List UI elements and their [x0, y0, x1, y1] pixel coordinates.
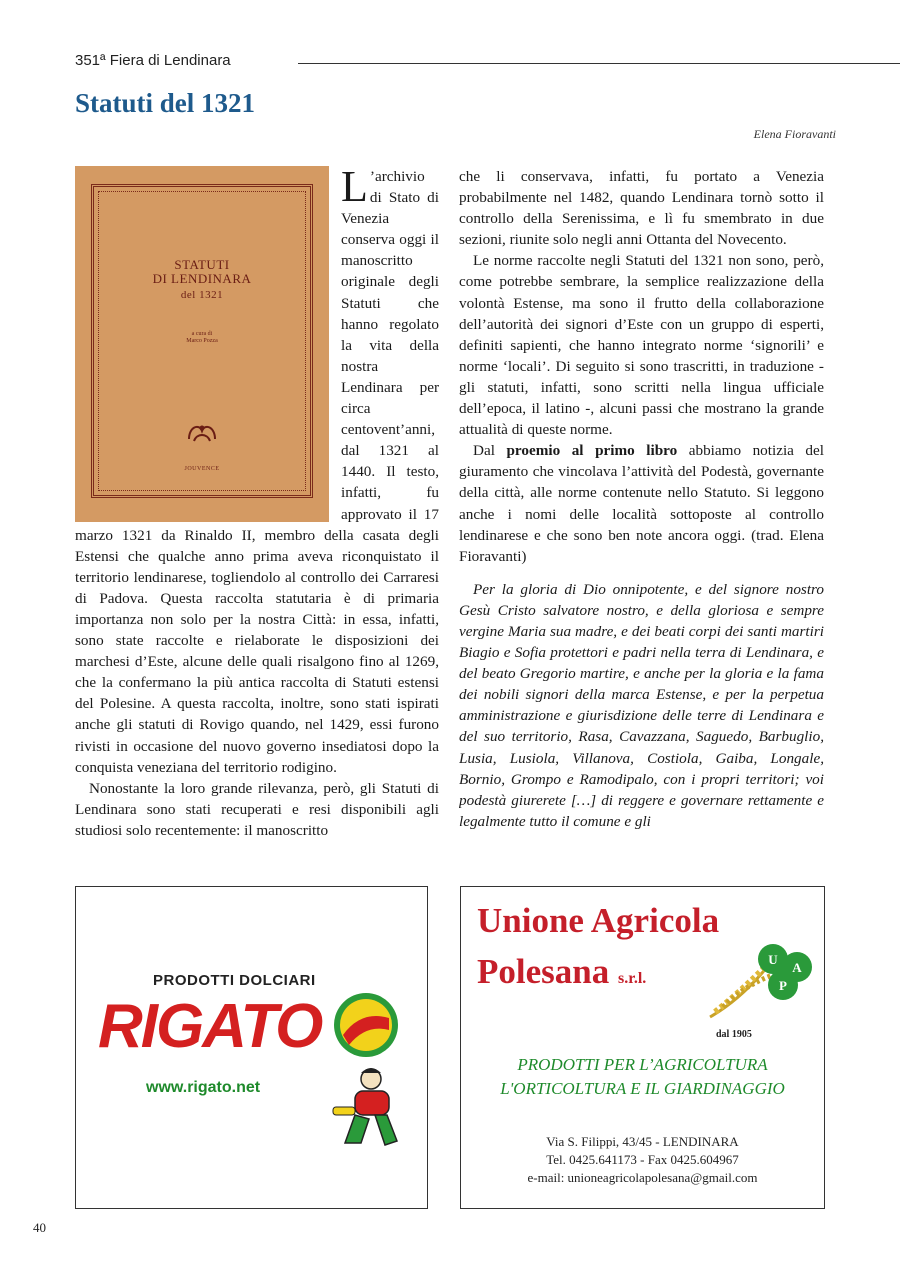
rigato-logo: RIGATO: [98, 992, 322, 1061]
body-paragraph: Nonostante la loro grande rilevanza, però, gli Statuti di Lendinara sono stati recuperati e resi disponibili agli studiosi solo recentemente: il manoscritto: [75, 779, 439, 839]
book-publisher: JOUVENCE: [184, 466, 220, 472]
unione-email[interactable]: e-mail: unioneagricolapolesana@gmail.com: [527, 1170, 758, 1185]
unione-name-line1: Unione Agricola: [477, 901, 720, 940]
header-rule: [298, 63, 900, 64]
drop-cap: L: [341, 166, 368, 211]
unione-products-line1: PRODOTTI PER L’AGRICOLTURA: [517, 1055, 768, 1074]
book-emblem-icon: [185, 419, 219, 445]
rigato-advertisement[interactable]: [75, 886, 428, 1209]
body-paragraph: che li conservava, infatti, fu portato a Venezia probabilmente nel 1482, quando Lendinara tornò sotto il controllo della Serenissima, e lì fu smembrato in due sezioni, riunite solo negli anni Ottanta del Novecento.: [459, 168, 824, 249]
clover-letter-p: P: [779, 978, 787, 993]
unione-name-line2: Polesana s.r.l.: [477, 952, 647, 991]
rigato-tagline: PRODOTTI DOLCIARI: [153, 972, 316, 989]
body-paragraph: Dal proemio al primo libro abbiamo notizia del giuramento che vincolava l’attività del Podestà, governante della città, alle norme contenute nello Statuto. Si leggono anche i nomi delle località sottoposte al controllo lendinarese e che sono ben note ancora oggi. (trad. Elena Fioravanti): [459, 442, 824, 565]
right-column: [459, 166, 824, 876]
book-cover-subtitle: a cura di Marco Pozza: [186, 331, 218, 344]
book-cover-title: STATUTI DI LENDINARA del 1321: [152, 257, 252, 301]
article-author: Elena Fioravanti: [753, 127, 836, 141]
rigato-mascot-icon: [331, 1065, 406, 1155]
clover-logo-icon: [705, 937, 815, 1027]
running-header: 351ª Fiera di Lendinara: [75, 52, 231, 69]
unione-suffix: s.r.l.: [617, 970, 647, 987]
book-cover-image: [75, 166, 329, 522]
clover-letter-a: A: [792, 960, 802, 975]
unione-since: dal 1905: [716, 1029, 752, 1040]
intro-paragraph: L ’archivio di Stato di Venezia conserva oggi il manoscritto originale degli Statuti che hanno regolato la vita della nostra Lendinara per circa centovent’anni, dal 1321 al 1440. Il testo, infatti, fu approvato il 17 marzo 1321 da Rinaldo II, membro della casata degli Estensi che qualche anno prima aveva riconquistato il territorio lendinarese, togliendolo al controllo dei Carraresi di Padova. Questa raccolta statutaria è di primaria importanza non solo per la nostra Città: in essa, infatti, sono state raccolte e rielaborate le disposizioni dei marchesi d’Este, alcune delle quali risalgono fino al 1269, che la confermano la più antica raccolta di Statuti estensi del Polesine. A questa raccolta, inoltre, sono stati ispirati anche gli statuti di Rovigo quando, nel 1429, essi furono rivisti in occasione del nuovo governo insediatosi dopo la conquista veneziana del territorio rodigino.: [75, 166, 439, 776]
statute-quote: Per la gloria di Dio onnipotente, e del signore nostro Gesù Cristo salvatore nostro, e della gloriosa e sempre vergine Maria sua madre, e dei beati corpi dei santi martiri Biagio e Sofia protettori e padri nella terra di Lendinara, e del beato Gregorio martire, e anche per la gloria e la fama dei nobili signori della marca Estense, e per la perpetua amministrazione e giurisdizione delle terre di Lendinara e del suo territorio, Rasa, Cavazzana, Saguedo, Barbuglio, Lusia, Lusiola, Villanova, Costiola, Gaiba, Longale, Bornio, Grompo e Ramodipalo, con i propri territori; voi podestà giurerete […] di reggere e governare rettamente e legalmente tutto il comune e gli: [459, 580, 824, 830]
page-number: 40: [33, 1220, 46, 1235]
left-column: [75, 166, 439, 878]
unione-address: Via S. Filippi, 43/45 - LENDINARA: [546, 1134, 739, 1149]
unione-products-line2: L'ORTICOLTURA E IL GIARDINAGGIO: [500, 1079, 785, 1098]
unione-agricola-advertisement[interactable]: [460, 886, 825, 1209]
article-title: Statuti del 1321: [75, 88, 256, 118]
unione-phone: Tel. 0425.641173 - Fax 0425.604967: [546, 1152, 739, 1167]
rigato-url[interactable]: www.rigato.net: [146, 1079, 261, 1096]
bold-phrase: proemio al primo libro: [506, 442, 678, 460]
rigato-ball-icon: [331, 990, 401, 1060]
clover-letter-u: U: [768, 952, 778, 967]
body-paragraph: Le norme raccolte negli Statuti del 1321 non sono, però, come potrebbe sembrare, la semplice realizzazione della volontà Estense, ma sono il frutto della collaborazione dell’autorità dei signori d’Este con un gruppo di esperti, definiti sapienti, che hanno integrato norme ‘signorili’ e norme ‘locali’. Di seguito si sono trascritti, in traduzione - gli statuti, infatti, sono scritti nella lingua ufficiale dell’epoca, il latino -, alcuni passi che mostrano la grande attualità di queste norme.: [459, 252, 824, 439]
